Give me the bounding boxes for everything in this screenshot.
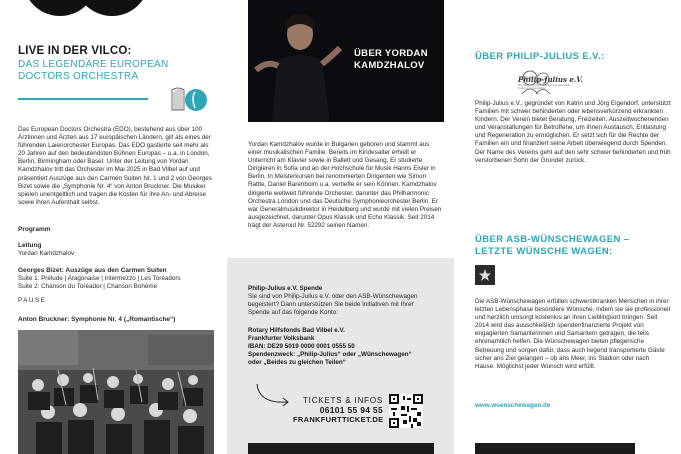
bank-line: Rotary Hilfsfonds Bad Vilbel e.V.: [248, 327, 345, 334]
tickets-phone: 06101 55 94 55: [319, 405, 383, 415]
heading-underline: [18, 98, 148, 100]
arrow-curve-icon: [255, 380, 295, 410]
philip-julius-logo-name: Philip-Julius e.V.: [518, 75, 583, 84]
tickets-website: FRANKFURTTICKET.DE: [293, 415, 384, 424]
conductor-photo-title: ÜBER YORDAN KAMDZHALOV: [354, 48, 428, 71]
bruckner-heading: Anton Bruckner: Symphonie Nr. 4 („Romantische“): [18, 316, 176, 323]
donation-heading: Philip-Julius e.V. Spende: [248, 285, 323, 292]
conductor-name: Yordan Kamdzhalov: [18, 250, 75, 257]
asb-text: Die ASB-Wünschewagen erfüllen schwerstkranken Menschen in ihrer letzten Lebensphase besondere Wünsche, indem sie sie professionell und herzlich umsorgt kostenlos an ihren Lieblingsort bringen. Seit 2014 wird das ausschließlich spendenfinanzierte Projekt von engagierten Samariterinnen und Samaritern getragen, die teils ehrenamtlich helfen. Die Wünschewagen bieten pflegerische Betreuung und sorgen dafür, dass auch liegend transportierte Gäste sicher ans Ziel gelangen – ob ans Meer, ins Stadion oder nach Hause. Möglichst jeder Wunsch wird erfüllt.: [475, 298, 670, 370]
program-label: Programm: [18, 226, 51, 233]
bottom-bar: [248, 443, 434, 454]
tickets-label: TICKETS & INFOS: [302, 396, 383, 405]
star-icon: [475, 265, 495, 285]
tickets-info: [293, 396, 383, 424]
asb-heading: ÜBER ASB-WÜNSCHEWAGEN – LETZTE WÜNSCHE WAGEN:: [475, 234, 630, 257]
philip-julius-logo-subtitle: Für Familien schwerstkranker und sterbender Kinder und Jugendlicher: [518, 84, 571, 91]
section-subheading-orchestra: DAS LEGENDÄRE EUROPEAN DOCTORS ORCHESTRA: [18, 59, 169, 82]
bank-line: IBAN: DE29 5019 0000 0001 0555 50: [248, 343, 355, 351]
orchestra-photo: [18, 330, 214, 454]
orchestra-photo-illustration: [18, 330, 214, 454]
section-heading-live: LIVE IN DER VILCO:: [18, 45, 132, 57]
edo-harp-logo-icon: [168, 84, 208, 114]
column-orchestra: [0, 0, 227, 454]
column-conductor: [227, 0, 454, 454]
column-charities: [454, 0, 681, 454]
philip-julius-heading: ÜBER PHILIP-JULIUS E.V.:: [475, 51, 605, 62]
bottom-bar: [475, 443, 635, 454]
bizet-heading: Georges Bizet: Auszüge aus den Carmen Suiten: [18, 267, 167, 274]
philip-julius-text: Philip-Julius e.V., gegründet von Katrin und Jörg Eigendorf, unterstützt Familien mit schwer behinderten oder lebensverkürzend erkrankten Kindern. Der Verein bietet Beratung, Freizeiten, Auszeitwochenenden und Veranstaltungen für Betroffene, um ihnen Austausch, Entlastung und Regeneration zu ermöglichen. Er setzt sich für die Rechte der Familien ein und finanziert seine Arbeit überwiegend durch Spenden. Der Name des Vereins geht auf den sehr schwer behinderten und früh verstorbenen Sohn der Gründer zurück.: [475, 100, 671, 164]
conductor-photo: [248, 0, 444, 122]
bizet-suite-2: Suite 2: Chanson du Toréador | Chanson Bohème: [18, 283, 158, 290]
bank-line: oder „Beides zu gleichen Teilen“: [248, 359, 346, 367]
bank-details: [248, 327, 438, 367]
orchestra-intro-text: Das European Doctors Orchestra (EDO), bestehend aus über 100 Ärztinnen und Ärzten aus 17 europäischen Ländern, gilt als eines der führenden Laienorchester Europas. Das EDO gastierte seit mehr als 20 Jahren auf den bedeutendsten Bühnen Europas – u.a. in London, Berlin, Birmingham oder Basel. Unter der Leitung von Yordan Kamdzhalov tritt das Orchester im Mai 2025 in Bad Vilbel auf und präsentiert Auszüge aus den Carmen Suiten Nr. 1 und 2 von Georges Bizet sowie die „Symphonie Nr. 4“ von Anton Bruckner. Die Musiker spielen unentgeltlich und tragen die Kosten für ihre An- und Abreise sowie ihren Aufenthalt selbst.: [18, 126, 212, 206]
wuenschewagen-link[interactable]: www.wuenschewagen.de: [475, 402, 551, 409]
donation-text: Sie sind von Philip-Julius e.V. oder den ASB-Wünschewagen begeistert? Dann unterstützen Sie beide Initiativen mit Ihrer Spende auf das folgende Konto:: [248, 293, 418, 317]
conductor-label: Leitung: [18, 242, 42, 249]
bizet-suite-1: Suite 1: Prélude | Aragonaise | Intermezzo | Les Toréadors: [18, 275, 181, 282]
bank-line: Frankfurter Volksbank: [248, 335, 315, 343]
conductor-bio-text: Yordan Kamdzhalov wurde in Bulgarien geboren und stammt aus einer musikalischen Familie. Bereits im Kindesalter erhielt er Unterricht am Klavier sowie in Ballett und Gesang. Er studierte Dirigieren in Sofia und an der Hochschule für Musik Hanns Eisler in Berlin. In Meisterkursen bei renommierten Dirigenten wie Simon Rattle, Daniel Barenboim u.a. vertiefte er sein Können. Kamdzhalov dirigierte weltweit führende Orchester, darunter das Philharmonic Orchestra London und das Deutsche Symphonieorchester Berlin. Er war Generalmusikdirektor in Heidelberg und wurde mit vielen Preisen ausgezeichnet, darunter Opus Klassik und Echo Klassik. Seit 2014 trägt der Asteroid Nr. 52292 seinen Namen.: [248, 141, 442, 229]
bank-line: Spendenzweck: „Philip-Julius“ oder „Wünschewagen“: [248, 351, 412, 359]
qr-code-icon: [389, 394, 423, 428]
pause-label: PAUSE: [18, 297, 47, 304]
asb-wuenschewagen-logo: [475, 265, 495, 285]
decorative-black-logo-shape: [26, 0, 146, 20]
